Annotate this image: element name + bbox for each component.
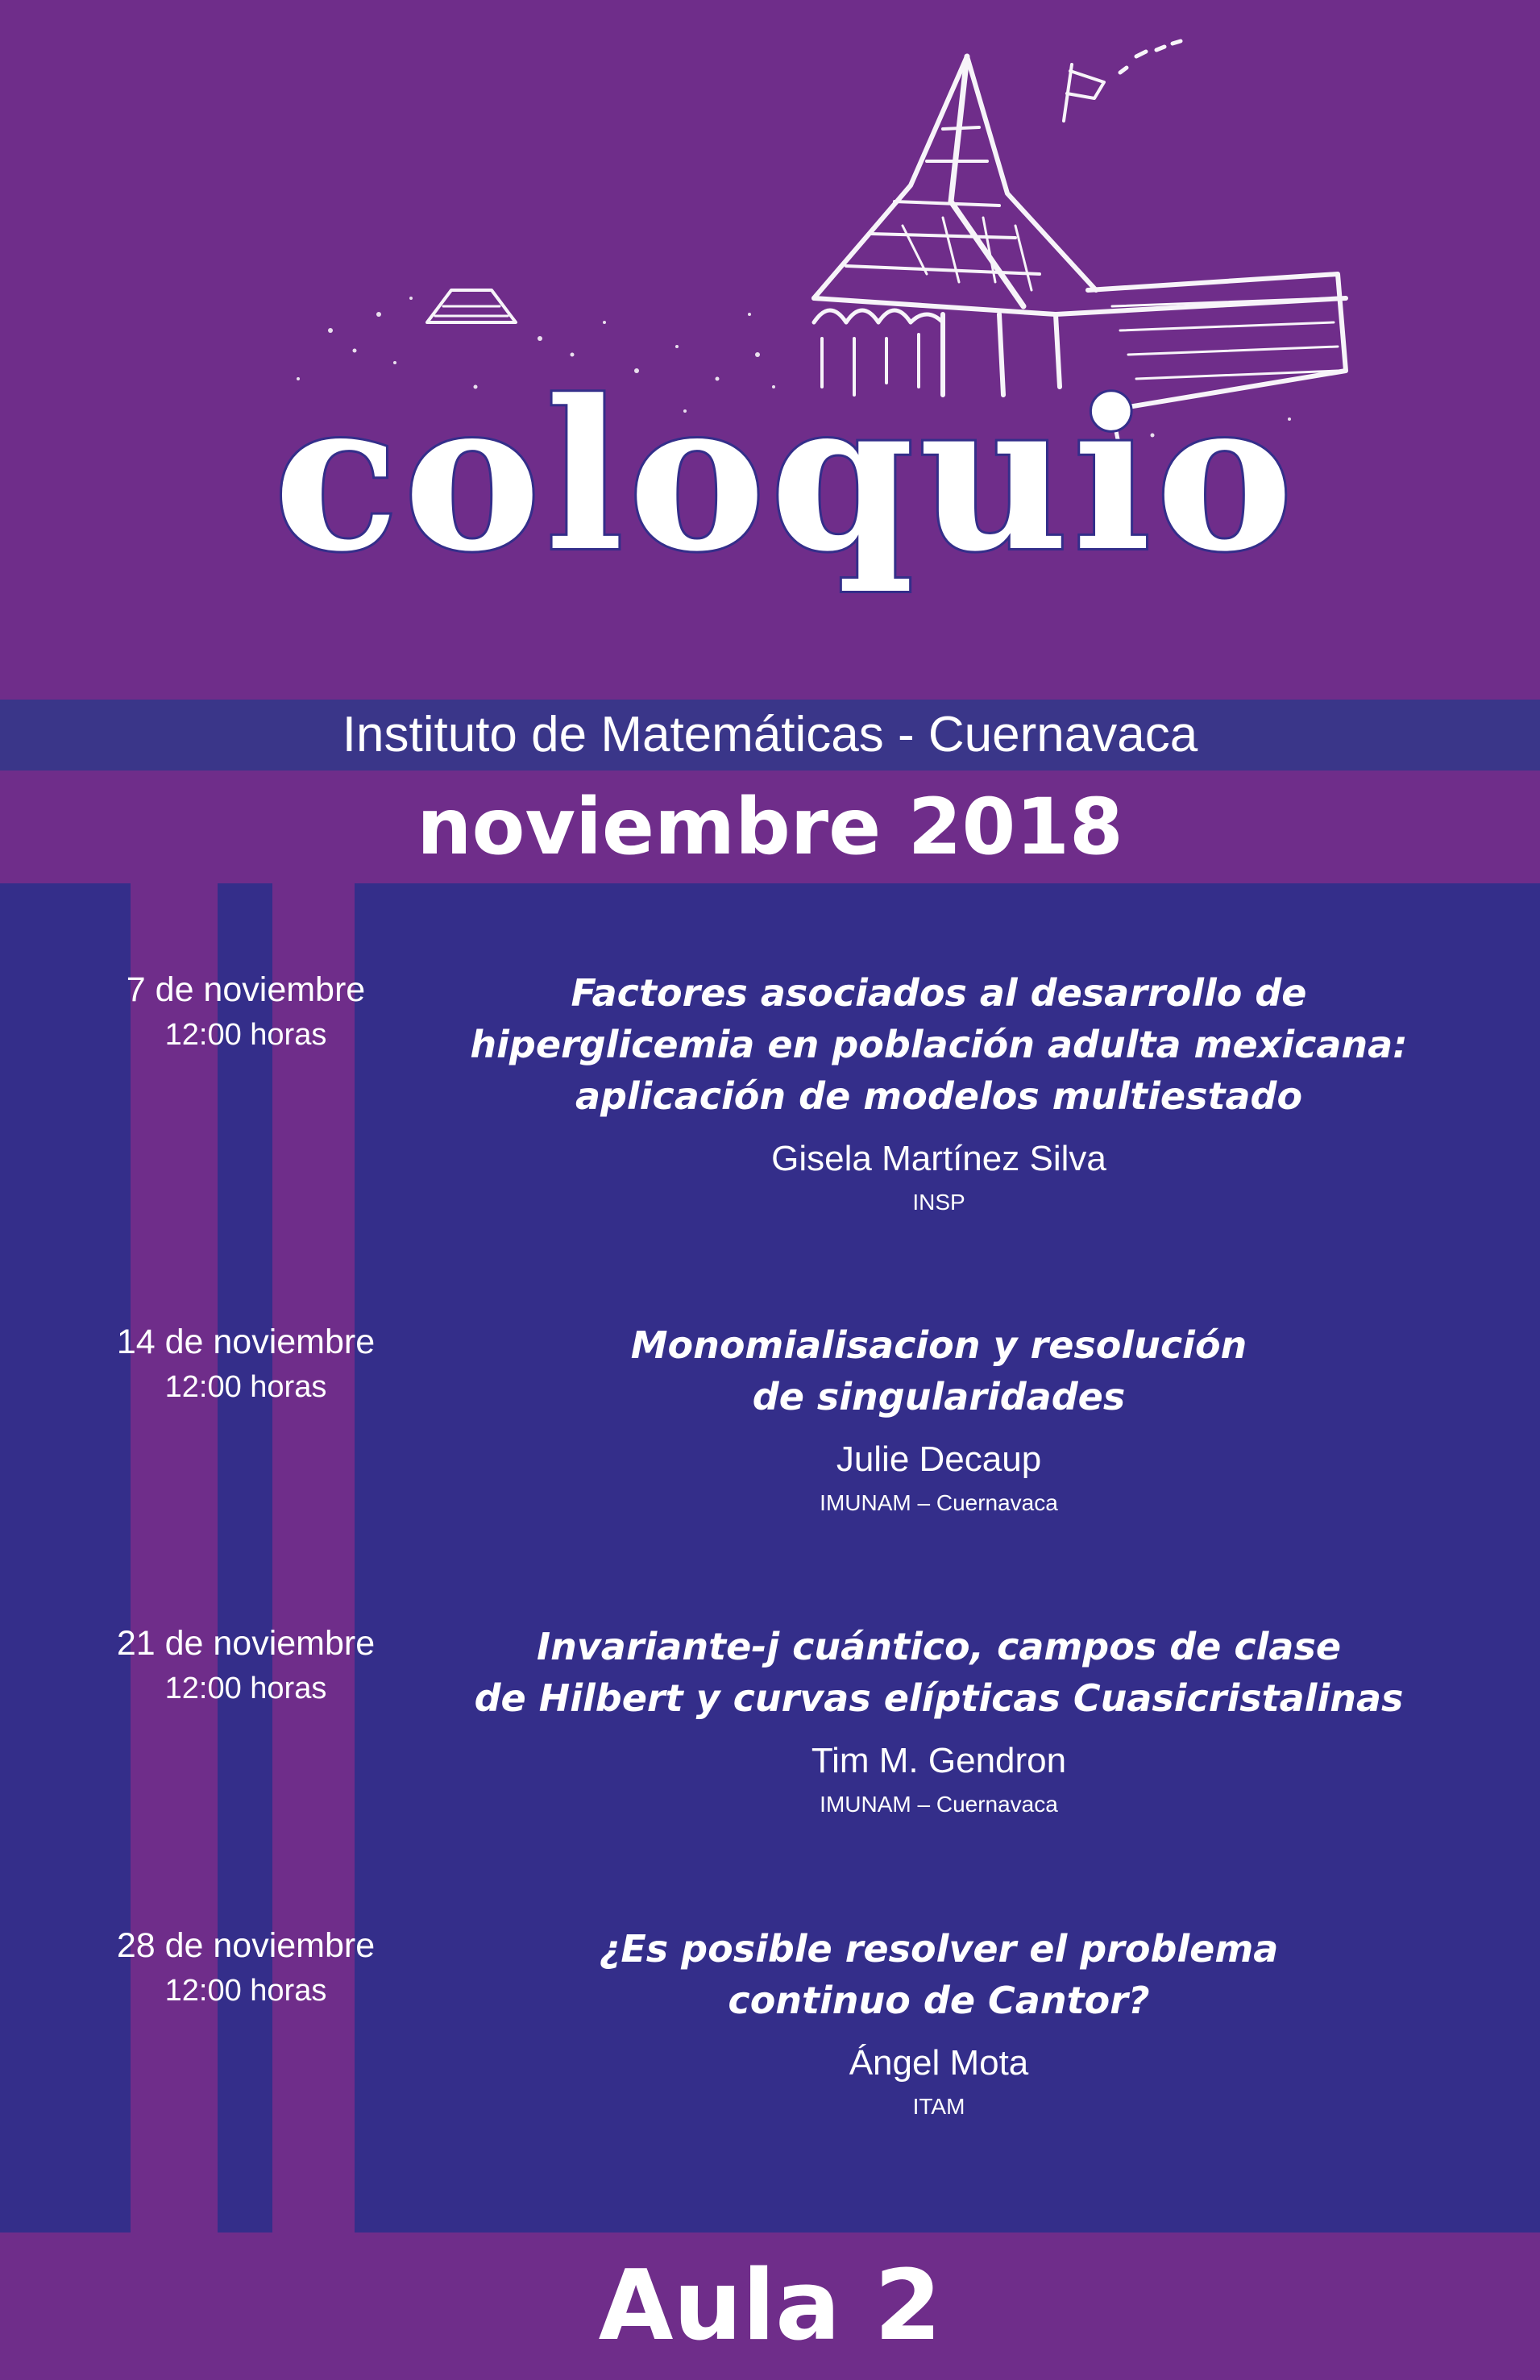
talk-title-line: de Hilbert y curvas elípticas Cuasicristalinas bbox=[474, 1676, 1404, 1720]
session-date: 28 de noviembre bbox=[116, 1926, 376, 1965]
talk-title-line: Invariante-j cuántico, campos de clase bbox=[536, 1625, 1342, 1668]
session-date-block bbox=[48, 1621, 443, 1711]
speaker-affiliation: INSP bbox=[912, 1190, 965, 1215]
room-label: Aula 2 bbox=[598, 2250, 942, 2362]
session-date: 21 de noviembre bbox=[116, 1624, 376, 1663]
session-date-block bbox=[48, 1319, 443, 1410]
logo-word: coloquio bbox=[273, 356, 1298, 597]
talk-title-line: ¿Es posible resolver el problema bbox=[599, 1927, 1279, 1971]
institute-name: Instituto de Matemáticas - Cuernavaca bbox=[342, 707, 1198, 762]
session-talk-block bbox=[435, 1319, 1442, 1519]
talk-title-line: hiperglicemia en población adulta mexicana: bbox=[470, 1023, 1408, 1066]
talk-title-line: Monomialisacion y resolución bbox=[630, 1323, 1247, 1367]
talk-title-line: de singularidades bbox=[752, 1375, 1126, 1418]
session-time: 12:00 horas bbox=[164, 1672, 327, 1705]
coloquio-logo bbox=[201, 32, 1370, 725]
session-date-block bbox=[48, 1923, 443, 2013]
session-talk-block bbox=[435, 967, 1442, 1219]
session-date: 14 de noviembre bbox=[116, 1323, 376, 1361]
talk-title-line: Factores asociados al desarrollo de bbox=[571, 971, 1307, 1015]
session-talk-block bbox=[435, 1621, 1442, 1821]
speaker-affiliation: IMUNAM – Cuernavaca bbox=[820, 1792, 1058, 1817]
speaker-name: Julie Decaup bbox=[836, 1439, 1042, 1479]
speaker-name: Ángel Mota bbox=[849, 2043, 1029, 2083]
talk-title-line: continuo de Cantor? bbox=[728, 1979, 1150, 2022]
speaker-affiliation: IMUNAM – Cuernavaca bbox=[820, 1490, 1058, 1515]
session-time: 12:00 horas bbox=[164, 1974, 327, 2008]
talk-title-line: aplicación de modelos multiestado bbox=[575, 1074, 1303, 1118]
speaker-name: Gisela Martínez Silva bbox=[771, 1139, 1106, 1178]
speaker-affiliation: ITAM bbox=[912, 2094, 965, 2119]
session-talk-block bbox=[435, 1923, 1442, 2123]
session-time: 12:00 horas bbox=[164, 1018, 327, 1052]
speaker-name: Tim M. Gendron bbox=[811, 1741, 1067, 1780]
month-title: noviembre 2018 bbox=[417, 782, 1123, 872]
session-date-block bbox=[48, 967, 443, 1057]
decorative-stripe-left bbox=[131, 883, 218, 2233]
session-date: 7 de noviembre bbox=[126, 970, 366, 1009]
decorative-stripe-right bbox=[272, 883, 355, 2233]
session-time: 12:00 horas bbox=[164, 1370, 327, 1404]
